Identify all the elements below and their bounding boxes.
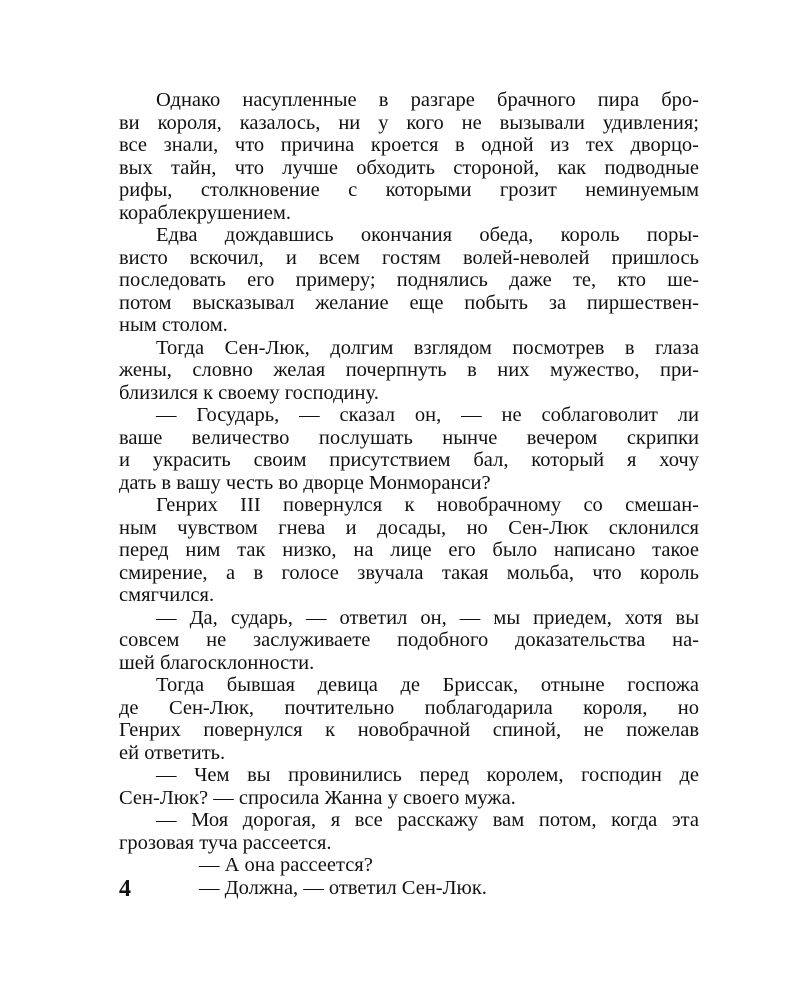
- text-line: ваше величество послушать нынче вечером скрипки: [119, 426, 699, 449]
- text-line: шей благосклонности.: [119, 651, 315, 674]
- text-line: — Моя дорогая, я все расскажу вам потом, когда эта: [156, 809, 699, 831]
- text-line: смягчился.: [119, 584, 215, 606]
- text-line: Генрих повернулся к новобрачной спиной, не пожелав: [119, 719, 699, 741]
- text-line: смирение, а в голосе звучала такая мольба, что король: [119, 561, 699, 584]
- text-line: ным столом.: [119, 314, 228, 336]
- text-line: — Должна, — ответил Сен-Люк.: [199, 876, 487, 899]
- text-line: потом высказывал желание еще побыть за пиршествен-: [119, 291, 699, 314]
- text-line: — Да, сударь, — ответил он, — мы приедем, хотя вы: [156, 606, 699, 629]
- text-line: грозовая туча рассеется.: [119, 831, 332, 854]
- text-line: вых тайн, что лучше обходить стороной, как подводные: [119, 156, 699, 179]
- body-text: [119, 89, 699, 899]
- text-line: все знали, что причина кроется в одной из тех дворцо-: [119, 134, 699, 156]
- text-line: Едва дождавшись окончания обеда, король поры-: [156, 224, 699, 246]
- text-line: перед ним так низко, на лице его было написано такое: [119, 539, 699, 561]
- text-line: ным чувством гнева и досады, но Сен-Люк склонился: [119, 516, 699, 539]
- text-line: рифы, столкновение с которыми грозит неминуемым: [119, 179, 699, 201]
- text-line: — А она рассеется?: [199, 854, 373, 876]
- text-line: — Государь, — сказал он, — не соблаговолит ли: [156, 404, 699, 426]
- text-line: Однако насупленные в разгаре брачного пира бро-: [156, 89, 699, 111]
- text-line: — Чем вы провинились перед королем, господин де: [156, 764, 699, 786]
- text-line: Тогда бывшая девица де Бриссак, отныне госпожа: [156, 674, 699, 696]
- text-line: близился к своему господину.: [119, 381, 379, 404]
- text-line: де Сен-Люк, почтительно поблагодарила короля, но: [119, 696, 699, 719]
- text-line: и украсить своим присутствием бал, который я хочу: [119, 449, 699, 471]
- text-line: последовать его примеру; поднялись даже те, кто ше-: [119, 269, 699, 291]
- text-line: Генрих III повернулся к новобрачному со смешан-: [156, 494, 699, 516]
- page-number: 4: [119, 876, 131, 902]
- text-line: Сен-Люк? — спросила Жанна у своего мужа.: [119, 786, 516, 809]
- text-line: дать в вашу честь во дворце Монморанси?: [119, 471, 491, 494]
- text-line: Тогда Сен-Люк, долгим взглядом посмотрев в глаза: [156, 336, 699, 359]
- text-line: совсем не заслуживаете подобного доказательства на-: [119, 629, 699, 651]
- text-line: ей ответить.: [119, 741, 226, 764]
- text-line: жены, словно желая почерпнуть в них мужество, при-: [119, 359, 699, 381]
- text-line: ви короля, казалось, ни у кого не вызывали удивления;: [119, 111, 699, 134]
- text-line: кораблекрушением.: [119, 201, 291, 224]
- text-line: висто вскочил, и всем гостям волей-неволей пришлось: [119, 246, 699, 269]
